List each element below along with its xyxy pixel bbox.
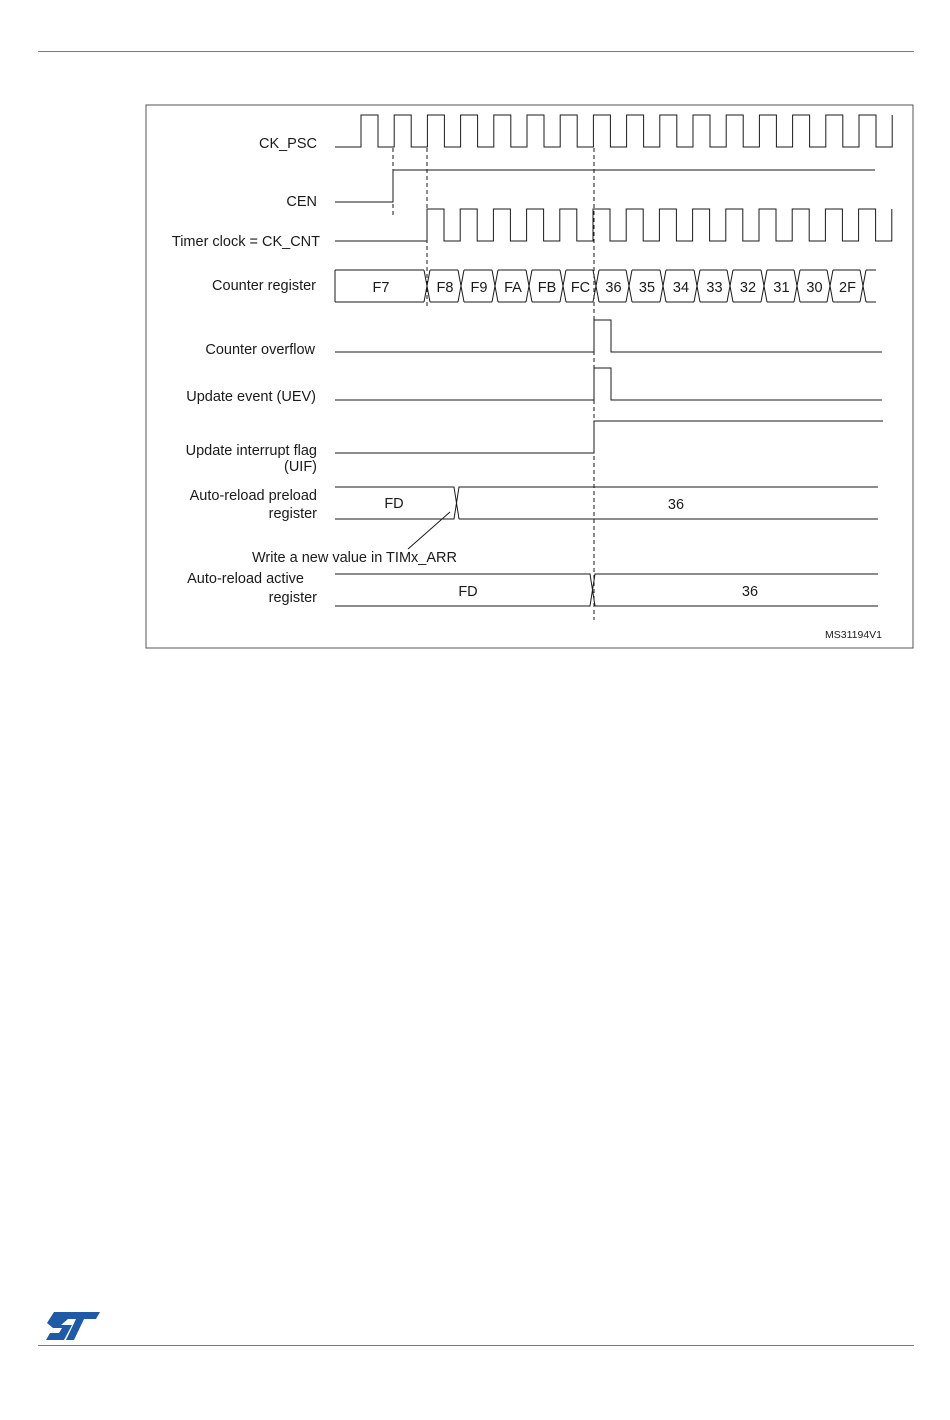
counter-value: 2F xyxy=(839,280,856,296)
update-event-waveform xyxy=(335,368,882,400)
counter-value: 36 xyxy=(605,280,622,296)
uif-waveform xyxy=(335,421,883,453)
active-value-new: 36 xyxy=(741,584,759,600)
label-uif-line2: (UIF) xyxy=(283,459,317,475)
counter-value: F7 xyxy=(372,280,390,296)
label-arr-preload-line1: Auto-reload preload xyxy=(189,488,317,504)
label-ck-psc: CK_PSC xyxy=(258,136,317,152)
label-counter-register: Counter register xyxy=(212,278,316,294)
counter-value: 31 xyxy=(773,280,790,296)
active-value-old: FD xyxy=(458,584,478,600)
counter-value: F8 xyxy=(436,280,454,296)
diagram-frame xyxy=(146,105,913,648)
ck-psc-waveform xyxy=(335,115,892,147)
counter-labels xyxy=(373,280,857,296)
counter-value: FB xyxy=(537,280,557,296)
counter-value: 32 xyxy=(739,280,757,296)
counter-value: FA xyxy=(504,280,522,296)
preload-value-new: 36 xyxy=(667,497,685,513)
label-uif-line1: Update interrupt flag xyxy=(185,443,317,459)
counter-value: 30 xyxy=(806,280,823,296)
label-update-event: Update event (UEV) xyxy=(186,389,316,405)
counter-value: F9 xyxy=(470,280,488,296)
preload-value-old: FD xyxy=(384,496,404,512)
timing-diagram xyxy=(0,0,950,700)
footer-rule xyxy=(38,1345,914,1346)
cen-waveform xyxy=(335,170,875,202)
arr-preload-bus xyxy=(335,487,878,519)
counter-overflow-waveform xyxy=(335,320,882,352)
counter-value: 35 xyxy=(638,280,656,296)
label-arr-active-line2: register xyxy=(268,590,317,606)
counter-value: 33 xyxy=(706,280,723,296)
label-timer-clock: Timer clock = CK_CNT xyxy=(171,234,320,250)
label-arr-preload-line2: register xyxy=(268,506,317,522)
arr-active-bus xyxy=(335,574,878,606)
label-arr-active-line1: Auto-reload active xyxy=(187,571,304,587)
annotation-leader-line xyxy=(408,512,450,549)
label-cen: CEN xyxy=(286,194,317,210)
counter-value: 34 xyxy=(672,280,690,296)
timer-clock-waveform xyxy=(335,209,892,241)
label-counter-overflow: Counter overflow xyxy=(205,342,315,358)
annotation-write-arr: Write a new value in TIMx_ARR xyxy=(252,550,457,566)
figure-code: MS31194V1 xyxy=(824,629,882,641)
counter-value: FC xyxy=(570,280,591,296)
st-logo-icon xyxy=(44,1310,102,1342)
